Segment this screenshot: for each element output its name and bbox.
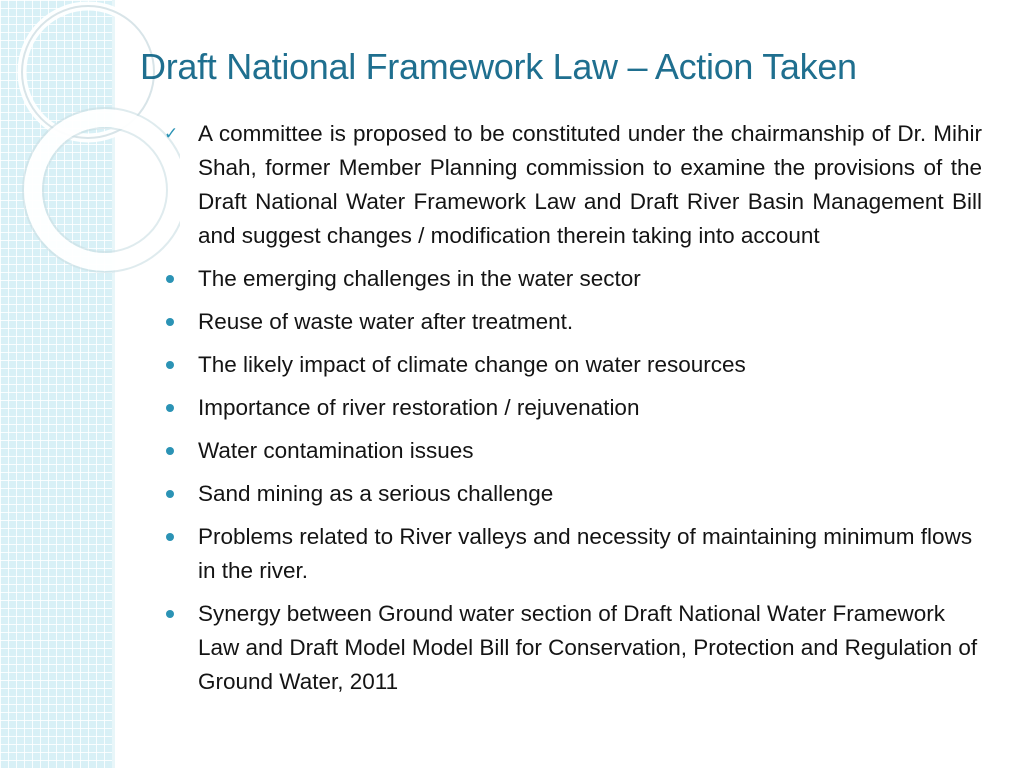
bullet-dot-icon xyxy=(166,533,174,541)
bullet-dot-icon xyxy=(166,490,174,498)
bullet-text: The emerging challenges in the water sector xyxy=(198,266,641,291)
bullet-item xyxy=(160,477,982,511)
bullet-dot-icon xyxy=(166,404,174,412)
bullet-text: The likely impact of climate change on water resources xyxy=(198,352,746,377)
bullet-text: Water contamination issues xyxy=(198,438,474,463)
bullet-dot-icon xyxy=(166,361,174,369)
bullet-item xyxy=(160,520,982,588)
bullet-dot-icon xyxy=(166,318,174,326)
slide-body xyxy=(160,117,982,708)
decorative-rings-graphic xyxy=(0,0,180,300)
bullet-item xyxy=(160,305,982,339)
bullet-dot-icon xyxy=(166,610,174,618)
bullet-text: Sand mining as a serious challenge xyxy=(198,481,554,506)
bullet-dot-icon xyxy=(166,447,174,455)
bullet-item xyxy=(160,391,982,425)
bullet-item xyxy=(160,597,982,699)
bullet-text: Importance of river restoration / rejuvenation xyxy=(198,395,640,420)
bullet-text: Synergy between Ground water section of Draft National Water Framework Law and Draft Model Model Bill for Conservation, Protection and Regulation of Ground Water, 2011 xyxy=(198,601,978,694)
bullet-dot-icon xyxy=(166,275,174,283)
bullet-item xyxy=(160,262,982,296)
intro-item xyxy=(160,117,982,253)
slide-title: Draft National Framework Law – Action Taken xyxy=(140,46,857,87)
intro-text: A committee is proposed to be constituted under the chairmanship of Dr. Mihir Shah, former Member Planning commission to examine the provisions of the Draft National Water Framework Law and Draft River Basin Management Bill and suggest changes / modification therein taking into account xyxy=(198,121,982,248)
checkmark-icon: ✓ xyxy=(164,124,179,143)
bullet-text: Reuse of waste water after treatment. xyxy=(198,309,574,334)
bullet-item xyxy=(160,434,982,468)
bullet-item xyxy=(160,348,982,382)
bullet-text: Problems related to River valleys and necessity of maintaining minimum flows in the river. xyxy=(198,524,973,583)
